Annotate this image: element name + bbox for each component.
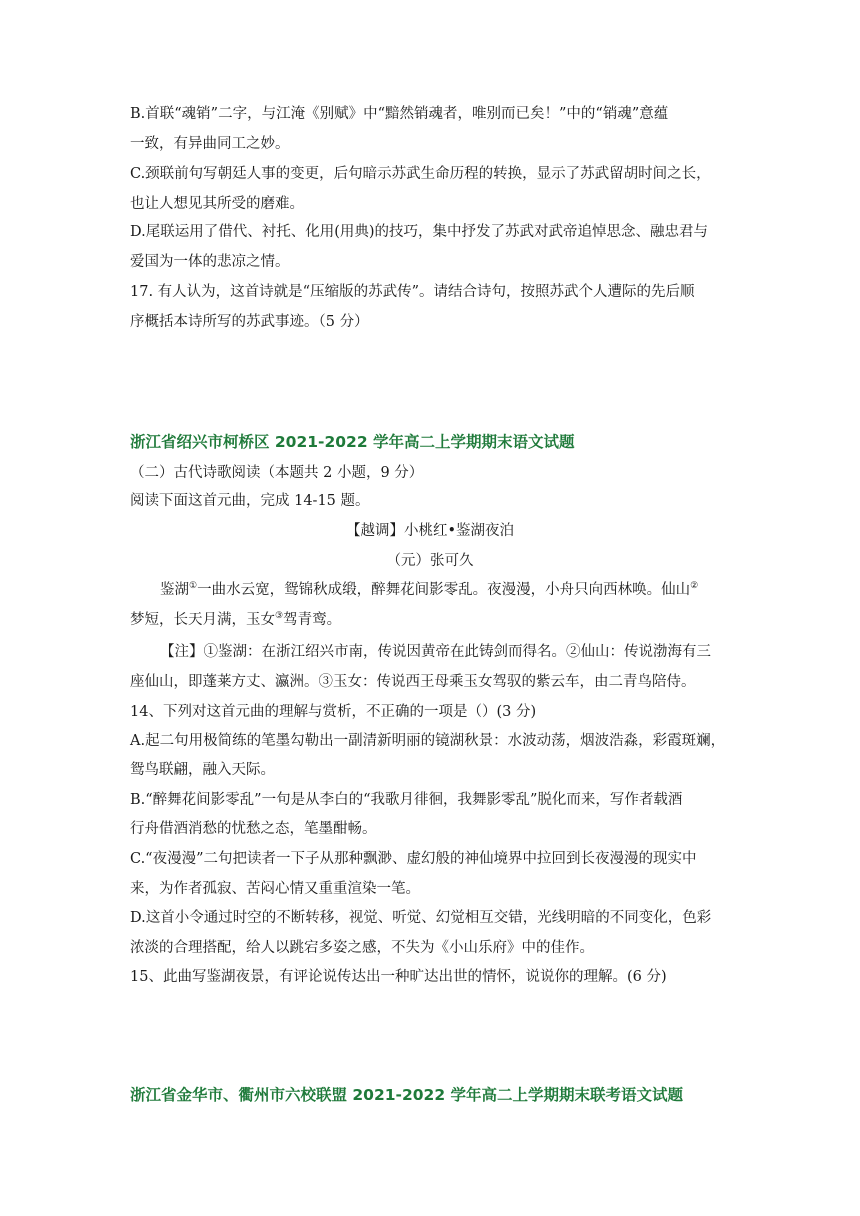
footnote-mark-3: ③ — [275, 611, 284, 622]
question-17-line-1: 17. 有人认为，这首诗就是“压缩版的苏武传”。请结合诗句，按照苏武个人遭际的先后顺 — [130, 284, 695, 300]
question-15: 15、此曲写鉴湖夜景，有评论说传达出一种旷达出世的情怀，说说你的理解。(6 分) — [130, 969, 667, 985]
section-heading-jinhua: 浙江省金华市、衢州市六校联盟 2021-2022 学年高二上学期期末联考语文试题 — [130, 1086, 684, 1104]
poem-author: （元）张可久 — [386, 553, 474, 569]
poem-line-2-part-a: 梦短，长天月满，玉女 — [130, 612, 275, 628]
option-d-line-2: 爱国为一体的悲凉之情。 — [130, 254, 290, 270]
option-b2-line-1: B.“醉舞花间影零乱”一句是从李白的“我歌月徘徊，我舞影零乱”脱化而来，写作者载酒 — [130, 792, 683, 808]
poem-line-1-part-a: 鉴湖 — [160, 582, 189, 598]
poem-title: 【越调】小桃红•鉴湖夜泊 — [345, 523, 515, 539]
poem-line-2 — [130, 610, 730, 630]
poem-line-1-part-b: 一曲水云宽，鸳锦秋成缎，醉舞花间影零乱。夜漫漫，小舟只向西林唤。仙山 — [197, 582, 691, 598]
section-subtitle: （二）古代诗歌阅读（本题共 2 小题，9 分） — [130, 465, 424, 481]
note-line-1: 【注】①鉴湖：在浙江绍兴市南，传说因黄帝在此铸剑而得名。②仙山：传说渤海有三 — [160, 644, 711, 660]
question-17-line-2: 序概括本诗所写的苏武事迹。（5 分） — [130, 314, 369, 330]
option-b2-line-2: 行舟借酒消愁的忧愁之态，笔墨酣畅。 — [130, 821, 377, 837]
question-14: 14、下列对这首元曲的理解与赏析，不正确的一项是（）(3 分) — [130, 704, 537, 720]
option-c2-line-1: C.“夜漫漫”二句把读者一下子从那种飘渺、虚幻般的神仙境界中拉回到长夜漫漫的现实中 — [130, 851, 697, 867]
option-c-line-1: C.颈联前句写朝廷人事的变更，后句暗示苏武生命历程的转换，显示了苏武留胡时间之长， — [130, 166, 711, 182]
footnote-mark-1: ① — [189, 581, 198, 592]
note-line-2: 座仙山，即蓬莱方丈、瀛洲。③玉女：传说西王母乘玉女驾驭的紫云车，由二青鸟陪侍。 — [130, 674, 696, 690]
option-c2-line-2: 来，为作者孤寂、苦闷心情又重重渲染一笔。 — [130, 881, 420, 897]
footnote-mark-2: ② — [690, 581, 699, 592]
option-a-line-2: 鸳鸟联翩，融入天际。 — [130, 762, 275, 778]
section-heading-shaoxing: 浙江省绍兴市柯桥区 2021-2022 学年高二上学期期末语文试题 — [130, 433, 575, 451]
option-a-line-1: A.起二句用极简练的笔墨勾勒出一副清新明丽的镜湖秋景：水波动荡，烟波浩淼，彩霞斑斓， — [130, 733, 726, 749]
option-b-line-1: B.首联“魂销”二字，与江淹《别赋》中“黯然销魂者，唯别而已矣！”中的“销魂”意蕴 — [130, 106, 669, 122]
reading-instruction: 阅读下面这首元曲，完成 14-15 题。 — [130, 493, 370, 509]
option-b-line-2: 一致，有异曲同工之妙。 — [130, 136, 290, 152]
poem-line-2-part-b: 驾青鸾。 — [283, 612, 342, 628]
option-d2-line-1: D.这首小令通过时空的不断转移，视觉、听觉、幻觉相互交错，光线明暗的不同变化，色彩 — [130, 910, 712, 926]
poem-line-1 — [160, 580, 730, 600]
option-d2-line-2: 浓淡的合理搭配，给人以跳宕多姿之感，不失为《小山乐府》中的佳作。 — [130, 940, 594, 956]
option-c-line-2: 也让人想见其所受的磨难。 — [130, 196, 304, 212]
option-d-line-1: D.尾联运用了借代、衬托、化用(用典)的技巧，集中抒发了苏武对武帝追悼思念、融忠君与 — [130, 224, 709, 240]
